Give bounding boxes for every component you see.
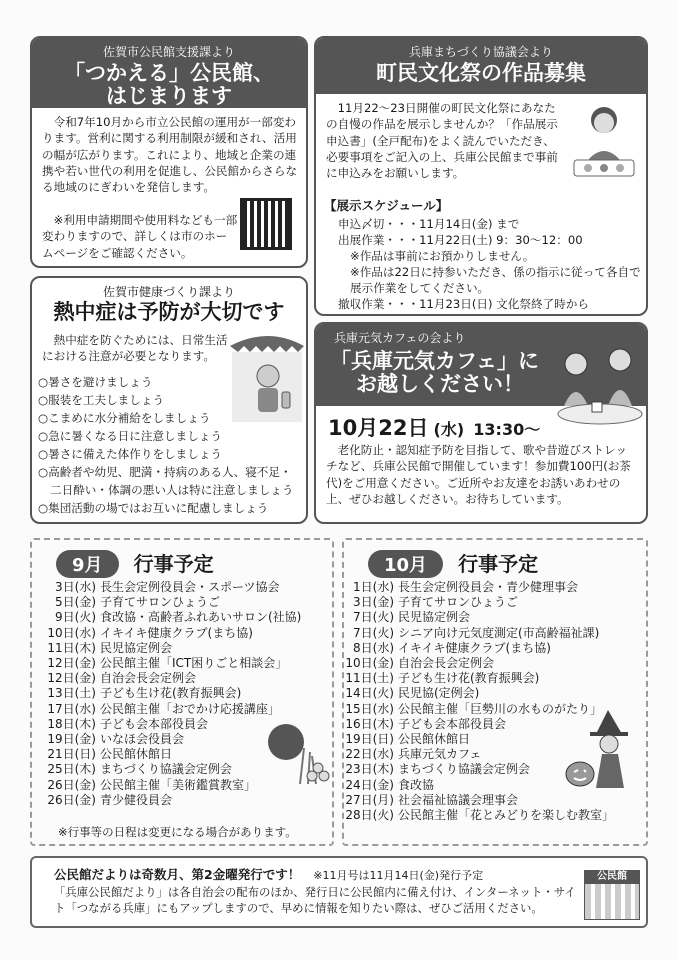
panel-body: 老化防止・認知症予防を目指して、歌や昔遊びストレッチなど、兵庫公民館で開催しています！参加費100円(お茶代)をご用意ください。ご近所やお友達をお誘いあわせの上、ぜひお越しください。お待ちしています。 xyxy=(326,443,631,506)
schedule-event: 子ども会本部役員会 xyxy=(398,716,507,731)
schedule-row xyxy=(32,626,332,641)
schedule-date: 14日(火) xyxy=(345,686,394,701)
heat-tip: 二日酔い・体調の悪い人は特に注意しましょう xyxy=(50,483,294,497)
schedule-event: シニア向け元気度測定(市高齢福祉課) xyxy=(398,625,600,640)
panel-kominkan-notice xyxy=(30,36,308,268)
panel-source: 佐賀市健康づくり課より xyxy=(102,285,235,299)
schedule-line: ※作品は事前にお預かりしません。 xyxy=(350,249,535,263)
schedule-event: 民児協定例会 xyxy=(100,640,173,655)
community-center-building-icon xyxy=(584,870,640,920)
schedule-row xyxy=(32,793,332,808)
schedule-row xyxy=(330,595,646,610)
schedule-line: ※作品は22日に持参いただき、係の指示に従って各自で展示作業をしてください。 xyxy=(350,265,641,296)
schedule-event: イキイキ健康クラブ(まち協) xyxy=(398,640,551,655)
building-sign: 公民館 xyxy=(584,870,640,884)
panel-source: 佐賀市公民館支援課より xyxy=(102,45,235,59)
woman-with-artwork-illustration xyxy=(564,98,644,188)
schedule-event: 食改協 xyxy=(398,777,435,792)
schedule-line: 出展作業・・・11月22日(土) 9：30〜12：00 xyxy=(338,233,583,247)
schedule-event: 公民館主催「巨勢川の水ものがたり」 xyxy=(398,701,603,716)
panel-genki-cafe xyxy=(314,322,648,524)
schedule-date: 25日(木) xyxy=(47,762,96,777)
schedule-row xyxy=(32,671,332,686)
schedule-event: 自治会長会定例会 xyxy=(100,671,197,686)
footer-headline: 公民館だよりは奇数月、第2金曜発行です！ xyxy=(54,867,301,882)
schedule-event: 自治会長会定例会 xyxy=(398,656,495,671)
panel-culture-festival xyxy=(314,36,648,316)
schedule-date: 15日(水) xyxy=(345,701,394,716)
schedule-row xyxy=(32,686,332,701)
schedule-event: 公民館休館日 xyxy=(398,732,471,747)
schedule-row xyxy=(32,702,332,717)
schedule-date: 26日(金) xyxy=(47,777,96,792)
schedule-date: 3日(金) xyxy=(353,595,394,610)
schedule-date: 11日(土) xyxy=(345,671,394,686)
schedule-event: 民児協(定例会) xyxy=(398,686,480,701)
schedule-note: ※行事等の日程は変更になる場合があります。 xyxy=(58,825,297,839)
schedule-row xyxy=(330,626,646,641)
schedule-event: まちづくり協議会定例会 xyxy=(100,762,232,777)
halloween-witch-illustration xyxy=(562,708,646,794)
schedule-event: 長生会定例役員会・青少健理事会 xyxy=(398,580,579,594)
panel-title-line2: お越しください！ xyxy=(356,372,524,396)
schedule-event: 社会福祉協議会理事会 xyxy=(398,792,519,807)
schedule-date: 10日(金) xyxy=(345,656,394,671)
schedule-date: 26日(金) xyxy=(47,792,96,807)
heat-tip: ○暑さを避けましょう xyxy=(38,375,153,389)
heat-tip: ○急に暑くなる日に注意しましょう xyxy=(38,429,223,443)
panel-source: 兵庫まちづくり協議会より xyxy=(409,45,553,59)
schedule-event: 兵庫元気カフェ xyxy=(398,747,482,762)
footer-next-issue: ※11月号は11月14日(金)発行予定 xyxy=(313,869,484,882)
schedule-date: 21日(日) xyxy=(47,747,96,762)
heat-tip: ○服装を工夫しましょう xyxy=(38,393,165,407)
panel-note: ※利用申請期間や使用料なども一部変わりますので、詳しくは市のホームページをご確認ください。 xyxy=(42,213,238,260)
cafe-people-illustration xyxy=(554,326,646,436)
schedule-event: 子ども会本部役員会 xyxy=(100,716,209,731)
panel-header xyxy=(32,278,306,326)
schedule-date: 7日(火) xyxy=(353,625,394,640)
cafe-time: 13:30〜 xyxy=(473,420,541,439)
schedule-event: 子ども生け花(教育振興会) xyxy=(100,686,242,701)
schedule-line: 撤収作業・・・11月23日(日) 文化祭終了時から xyxy=(338,297,589,311)
schedule-event: 青少健役員会 xyxy=(100,792,173,807)
schedule-event: 公民館休館日 xyxy=(100,747,173,762)
schedule-date: 27日(月) xyxy=(345,792,394,807)
schedule-event: 公民館主催「ICT困りごと相談会」 xyxy=(100,656,288,671)
panel-header xyxy=(32,38,306,108)
schedule-date: 16日(木) xyxy=(345,716,394,731)
schedule-event: まちづくり協議会定例会 xyxy=(398,762,530,777)
schedule-date: 17日(水) xyxy=(47,701,96,716)
schedule-event: いなほ会役員会 xyxy=(100,732,185,747)
schedule-event: 子育てサロンひょうご xyxy=(100,595,221,610)
heat-tip: ○集団活動の場ではお互いに配慮しましょう xyxy=(38,501,269,515)
qr-code-icon[interactable] xyxy=(240,198,292,250)
schedule-row xyxy=(32,610,332,625)
schedule-date: 28日(火) xyxy=(345,808,394,823)
october-schedule xyxy=(342,538,648,846)
schedule-row xyxy=(330,686,646,701)
schedule-row xyxy=(330,671,646,686)
panel-body: 令和7年10月から市立公民館の運用が一部変わります。営利に関する利用制限が緩和され、活用の幅が広がります。これにより、地域と企業の連携や若い世代の利用を促進し、公民館からさらなる地域のにぎわいを発信します。 xyxy=(42,115,298,195)
schedule-date: 8日(水) xyxy=(353,640,394,655)
schedule-event: 公民館主催「おでかけ応援講座」 xyxy=(100,701,280,716)
schedule-date: 13日(土) xyxy=(47,686,96,701)
schedule-date: 5日(金) xyxy=(55,595,96,610)
month-label: 10月 xyxy=(368,550,443,578)
schedule-date: 18日(木) xyxy=(47,716,96,731)
panel-heatstroke xyxy=(30,276,308,524)
cafe-weekday: (水) xyxy=(433,420,465,439)
schedule-row xyxy=(330,580,646,595)
panel-title-line2: はじまります xyxy=(106,84,232,108)
moon-viewing-illustration xyxy=(260,718,330,788)
month-label: 9月 xyxy=(56,550,119,578)
schedule-event: 食改協・高齢者ふれあいサロン(社協) xyxy=(100,610,302,625)
schedule-event: 公民館主催「美術鑑賞教室」 xyxy=(100,777,257,792)
schedule-date: 19日(日) xyxy=(345,732,394,747)
panel-title-line1: 「兵庫元気カフェ」に xyxy=(330,349,539,373)
person-in-shade-illustration xyxy=(228,326,306,426)
schedule-date: 12日(金) xyxy=(47,656,96,671)
schedule-event: 子ども生け花(教育振興会) xyxy=(398,671,540,686)
schedule-title: 行事予定 xyxy=(133,552,214,576)
panel-intro: 熱中症を防ぐためには、日常生活における注意が必要となります。 xyxy=(42,333,228,364)
schedule-date: 3日(水) xyxy=(55,580,96,594)
panel-title: 町民文化祭の作品募集 xyxy=(376,61,586,85)
schedule-title: 行事予定 xyxy=(458,552,539,576)
schedule-date: 23日(木) xyxy=(345,762,394,777)
schedule-date: 19日(金) xyxy=(47,732,96,747)
schedule-date: 9日(火) xyxy=(55,610,96,625)
footer-notice xyxy=(30,856,648,928)
panel-source: 兵庫元気カフェの会より xyxy=(334,331,466,345)
panel-body: 11月22〜23日開催の町民文化祭にあなたの自慢の作品を展示しませんか？「作品展示申込書」(全戸配布)をよく読んでいただき、必要事項をご記入の上、兵庫公民館まで事前に申込みをお願いします。 xyxy=(326,101,558,181)
heat-tip: ○暑さに備えた体作りをしましょう xyxy=(38,447,223,461)
schedule-line: 申込〆切・・・11月14日(金) まで xyxy=(338,217,520,231)
schedule-heading: 【展示スケジュール】 xyxy=(324,198,449,213)
schedule-row xyxy=(330,610,646,625)
schedule-date: 12日(金) xyxy=(47,671,96,686)
schedule-date: 11日(木) xyxy=(47,640,96,655)
panel-title-line1: 「つかえる」公民館、 xyxy=(64,61,274,85)
schedule-row xyxy=(330,793,646,808)
schedule-row xyxy=(330,641,646,656)
schedule-row xyxy=(32,580,332,595)
schedule-row xyxy=(32,595,332,610)
schedule-event: 民児協定例会 xyxy=(398,610,471,625)
cafe-date: 10月22日 xyxy=(328,416,429,440)
footer-body: 「兵庫公民館だより」は各自治会の配布のほか、発行日に公民館内に備え付け、インターネット・サイト「つながる兵庫」にもアップしますので、早めに情報を知りたい際は、ぜひご活用ください。 xyxy=(54,885,576,915)
schedule-date: 22日(水) xyxy=(345,747,394,762)
schedule-event: 公民館主催「花とみどりを楽しむ教室」 xyxy=(398,808,615,823)
panel-header xyxy=(316,38,646,94)
schedule-row xyxy=(330,808,646,823)
heat-tip: ○こまめに水分補給をしましょう xyxy=(38,411,211,425)
schedule-row xyxy=(32,656,332,671)
schedule-event: 子育てサロンひょうご xyxy=(398,595,519,610)
schedule-date: 24日(金) xyxy=(345,777,394,792)
heat-tip: ○高齢者や幼児、肥満・持病のある人、寝不足・ xyxy=(38,465,292,479)
schedule-row xyxy=(32,641,332,656)
schedule-event: 長生会定例役員会・スポーツ協会 xyxy=(100,580,280,594)
schedule-date: 10日(水) xyxy=(47,625,96,640)
schedule-row xyxy=(330,656,646,671)
schedule-date: 7日(火) xyxy=(353,610,394,625)
september-schedule xyxy=(30,538,334,846)
schedule-event: イキイキ健康クラブ(まち協) xyxy=(100,625,253,640)
panel-title: 熱中症は予防が大切です xyxy=(53,300,285,324)
schedule-date: 1日(水) xyxy=(353,580,394,594)
